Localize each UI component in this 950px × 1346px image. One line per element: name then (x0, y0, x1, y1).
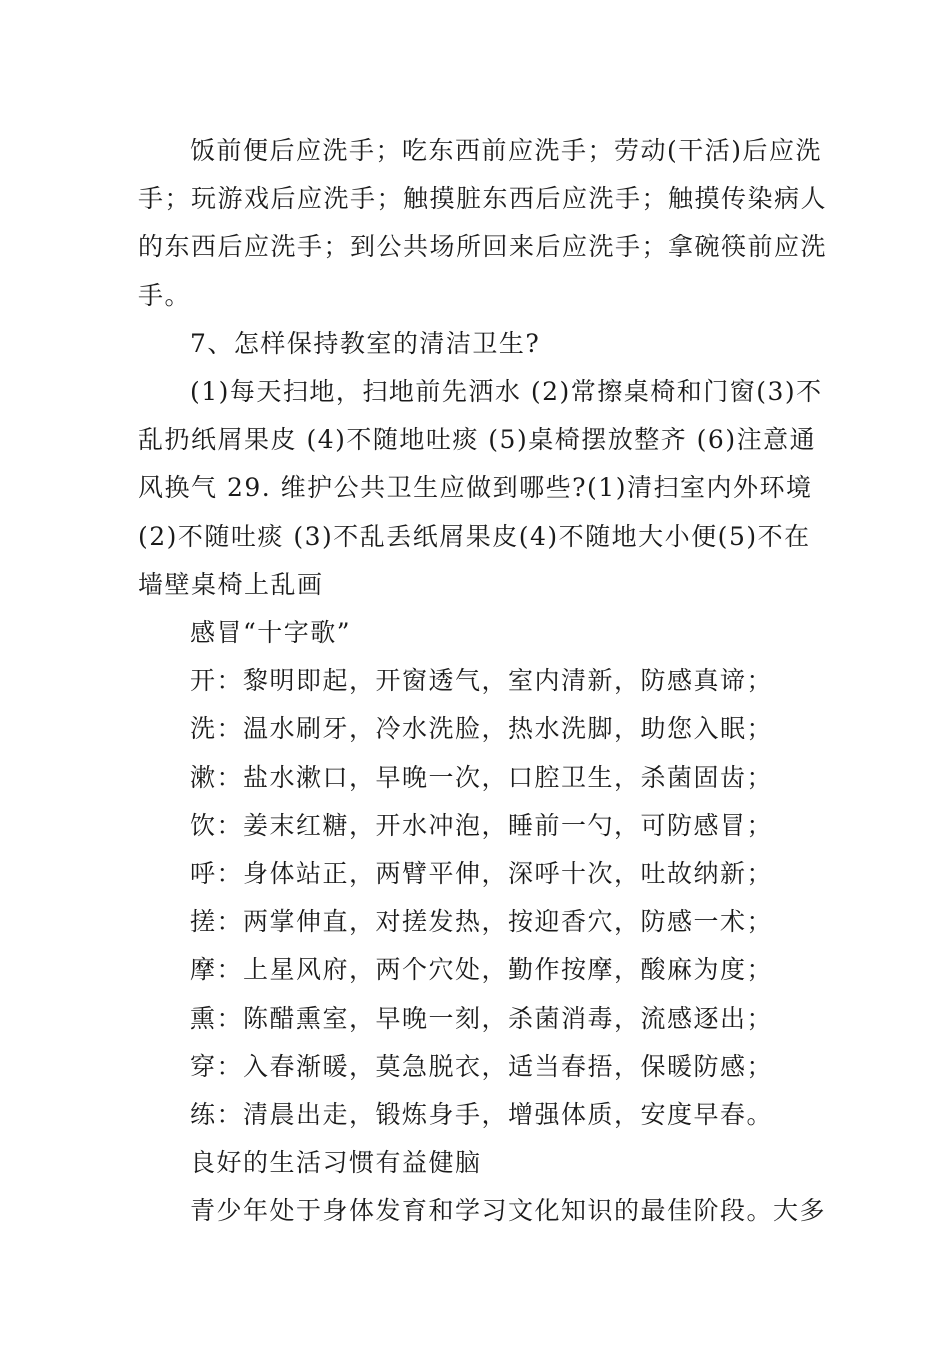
handwashing-paragraph: 饭前便后应洗手；吃东西前应洗手；劳动(干活)后应洗手；玩游戏后应洗手；触摸脏东西后应洗手；触摸传染病人的东西后应洗手；到公共场所回来后应洗手；拿碗筷前应洗手。 (138, 136, 828, 310)
song-line: 呼：身体站正，两臂平伸，深呼十次，吐故纳新； (190, 859, 774, 889)
song-line: 搓：两掌伸直，对搓发热，按迎香穴，防感一术； (190, 907, 774, 937)
section-title: 良好的生活习惯有益健脑 (190, 1148, 482, 1178)
song-line: 漱：盐水漱口，早晚一次，口腔卫生，杀菌固齿； (190, 762, 774, 792)
song-line: 摩：上星风府，两个穴处，勤作按摩，酸麻为度； (190, 955, 774, 985)
song-title: 感冒“十字歌” (190, 618, 352, 648)
song-line: 洗：温水刷牙，冷水洗脸，热水洗脚，助您入眠； (190, 714, 774, 744)
classroom-cleaning-paragraph: (1)每天扫地，扫地前先洒水 (2)常擦桌椅和门窗(3)不乱扔纸屑果皮 (4)不随地吐痰 (5)桌椅摆放整齐 (6)注意通风换气 29. 维护公共卫生应做到哪些?(1)清扫室内外环境(2)不随吐痰 (3)不乱丢纸屑果皮(4)不随地大小便(5)不在墙壁桌椅上乱画 (138, 377, 823, 599)
question-heading: 7、怎样保持教室的清洁卫生? (190, 328, 541, 358)
song-line: 开：黎明即起，开窗透气，室内清新，防感真谛； (190, 666, 774, 696)
document-page (138, 127, 828, 1236)
section-text: 青少年处于身体发育和学习文化知识的最佳阶段。大多 (190, 1196, 827, 1226)
song-line: 熏：陈醋熏室，早晚一刻，杀菌消毒，流感逐出； (190, 1003, 774, 1033)
song-line: 练：清晨出走，锻炼身手，增强体质，安度早春。 (190, 1100, 774, 1130)
song-line: 饮：姜末红糖，开水冲泡，睡前一勺，可防感冒； (190, 810, 774, 840)
song-line: 穿：入春渐暖，莫急脱衣，适当春捂，保暖防感； (190, 1051, 774, 1081)
